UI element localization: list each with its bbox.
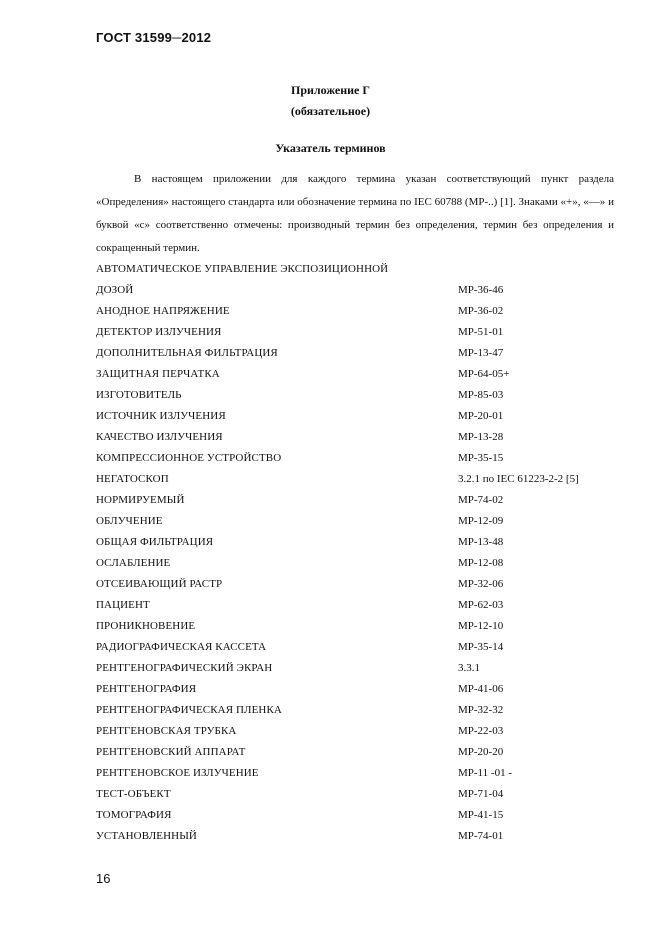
term-row xyxy=(96,364,616,385)
term-reference: MP-32-32 xyxy=(458,704,504,716)
term-row xyxy=(96,532,616,553)
term-reference: MP-12-10 xyxy=(458,620,504,632)
term-reference: MP-35-14 xyxy=(458,641,504,653)
term-row xyxy=(96,301,616,322)
term-reference: MP-62-03 xyxy=(458,599,504,611)
term-row xyxy=(96,658,616,679)
term-name: КОМПРЕССИОННОЕ УСТРОЙСТВО xyxy=(96,452,282,464)
term-reference: MP-36-02 xyxy=(458,305,504,317)
term-name: ОСЛАБЛЕНИЕ xyxy=(96,557,171,569)
term-name: ИЗГОТОВИТЕЛЬ xyxy=(96,389,182,401)
term-reference: 3.3.1 xyxy=(458,662,480,674)
term-name: РЕНТГЕНОГРАФИЯ xyxy=(96,683,197,695)
term-name: РЕНТГЕНОГРАФИЧЕСКАЯ ПЛЕНКА xyxy=(96,704,282,716)
term-name: АНОДНОЕ НАПРЯЖЕНИЕ xyxy=(96,305,230,317)
term-row xyxy=(96,721,616,742)
term-reference: MP-12-09 xyxy=(458,515,504,527)
term-row xyxy=(96,259,616,280)
term-reference: MP-32-06 xyxy=(458,578,504,590)
term-reference: MP-20-20 xyxy=(458,746,504,758)
term-name: ДОПОЛНИТЕЛЬНАЯ ФИЛЬТРАЦИЯ xyxy=(96,347,278,359)
term-reference: MP-35-15 xyxy=(458,452,504,464)
term-row xyxy=(96,763,616,784)
term-reference: MP-20-01 xyxy=(458,410,504,422)
intro-paragraph: В настоящем приложении для каждого термина указан соответствующий пункт раздела «Определения» настоящего стандарта или обозначение термина по IEC 60788 (MP-..) [1]. Знаками «+», «—» и буквой «с» соответственно отмечены: производный термин без определения, термин без определения и сокращенный термин. xyxy=(96,173,614,254)
term-row xyxy=(96,553,616,574)
term-reference: MP-22-03 xyxy=(458,725,504,737)
term-reference: 3.2.1 по IEC 61223-2-2 [5] xyxy=(458,473,579,485)
page-number: 16 xyxy=(96,871,111,886)
term-row xyxy=(96,616,616,637)
term-row xyxy=(96,469,616,490)
term-reference: MP-85-03 xyxy=(458,389,504,401)
term-row xyxy=(96,385,616,406)
appendix-title: Приложение Г xyxy=(290,83,370,97)
term-name: РАДИОГРАФИЧЕСКАЯ КАССЕТА xyxy=(96,641,267,653)
term-name: АВТОМАТИЧЕСКОЕ УПРАВЛЕНИЕ ЭКСПОЗИЦИОННОЙ xyxy=(96,263,389,275)
term-name: РЕНТГЕНОГРАФИЧЕСКИЙ ЭКРАН xyxy=(96,662,273,674)
term-name: ОБЩАЯ ФИЛЬТРАЦИЯ xyxy=(96,536,214,548)
term-row xyxy=(96,448,616,469)
term-name: ПРОНИКНОВЕНИЕ xyxy=(96,620,196,632)
term-row xyxy=(96,280,616,301)
term-reference: MP-13-28 xyxy=(458,431,504,443)
term-reference: MP-74-01 xyxy=(458,830,504,842)
term-reference: MP-11 -01 - xyxy=(458,767,512,779)
term-name: УСТАНОВЛЕННЫЙ xyxy=(96,830,197,842)
term-row xyxy=(96,322,616,343)
term-row xyxy=(96,490,616,511)
term-name: РЕНТГЕНОВСКОЕ ИЗЛУЧЕНИЕ xyxy=(96,767,259,779)
term-row xyxy=(96,805,616,826)
term-row xyxy=(96,700,616,721)
standard-header: ГОСТ 31599─2012 xyxy=(96,30,212,45)
term-name: ОБЛУЧЕНИЕ xyxy=(96,515,163,527)
term-row xyxy=(96,679,616,700)
term-row xyxy=(96,406,616,427)
term-reference: MP-12-08 xyxy=(458,557,504,569)
term-reference: MP-41-15 xyxy=(458,809,504,821)
term-name: РЕНТГЕНОВСКАЯ ТРУБКА xyxy=(96,725,237,737)
term-name: РЕНТГЕНОВСКИЙ АППАРАТ xyxy=(96,746,246,758)
term-reference: MP-13-47 xyxy=(458,347,504,359)
term-name: ДЕТЕКТОР ИЗЛУЧЕНИЯ xyxy=(96,326,222,338)
term-name: ПАЦИЕНТ xyxy=(96,599,150,611)
term-row xyxy=(96,343,616,364)
term-row xyxy=(96,742,616,763)
term-name: ТЕСТ-ОБЪЕКТ xyxy=(96,788,171,800)
term-row xyxy=(96,595,616,616)
term-name: ИСТОЧНИК ИЗЛУЧЕНИЯ xyxy=(96,410,226,422)
term-name: ТОМОГРАФИЯ xyxy=(96,809,172,821)
term-name: ДОЗОЙ xyxy=(96,284,134,296)
term-row xyxy=(96,826,616,847)
term-name: НОРМИРУЕМЫЙ xyxy=(96,494,185,506)
term-name: КАЧЕСТВО ИЗЛУЧЕНИЯ xyxy=(96,431,223,443)
term-reference: MP-74-02 xyxy=(458,494,504,506)
term-reference: MP-71-04 xyxy=(458,788,504,800)
term-row xyxy=(96,637,616,658)
term-reference: MP-51-01 xyxy=(458,326,504,338)
term-row xyxy=(96,784,616,805)
term-row xyxy=(96,511,616,532)
term-reference: MP-36-46 xyxy=(458,284,504,296)
term-reference: MP-41-06 xyxy=(458,683,504,695)
term-reference: MP-13-48 xyxy=(458,536,504,548)
term-reference: MP-64-05+ xyxy=(458,368,510,380)
appendix-status: (обязательное) xyxy=(290,104,371,118)
term-name: НЕГАТОСКОП xyxy=(96,473,169,485)
terms-index-list xyxy=(96,259,616,847)
term-name: ЗАЩИТНАЯ ПЕРЧАТКА xyxy=(96,368,220,380)
term-name: ОТСЕИВАЮЩИЙ РАСТР xyxy=(96,578,223,590)
term-row xyxy=(96,574,616,595)
section-heading: Указатель терминов xyxy=(275,141,386,155)
term-row xyxy=(96,427,616,448)
